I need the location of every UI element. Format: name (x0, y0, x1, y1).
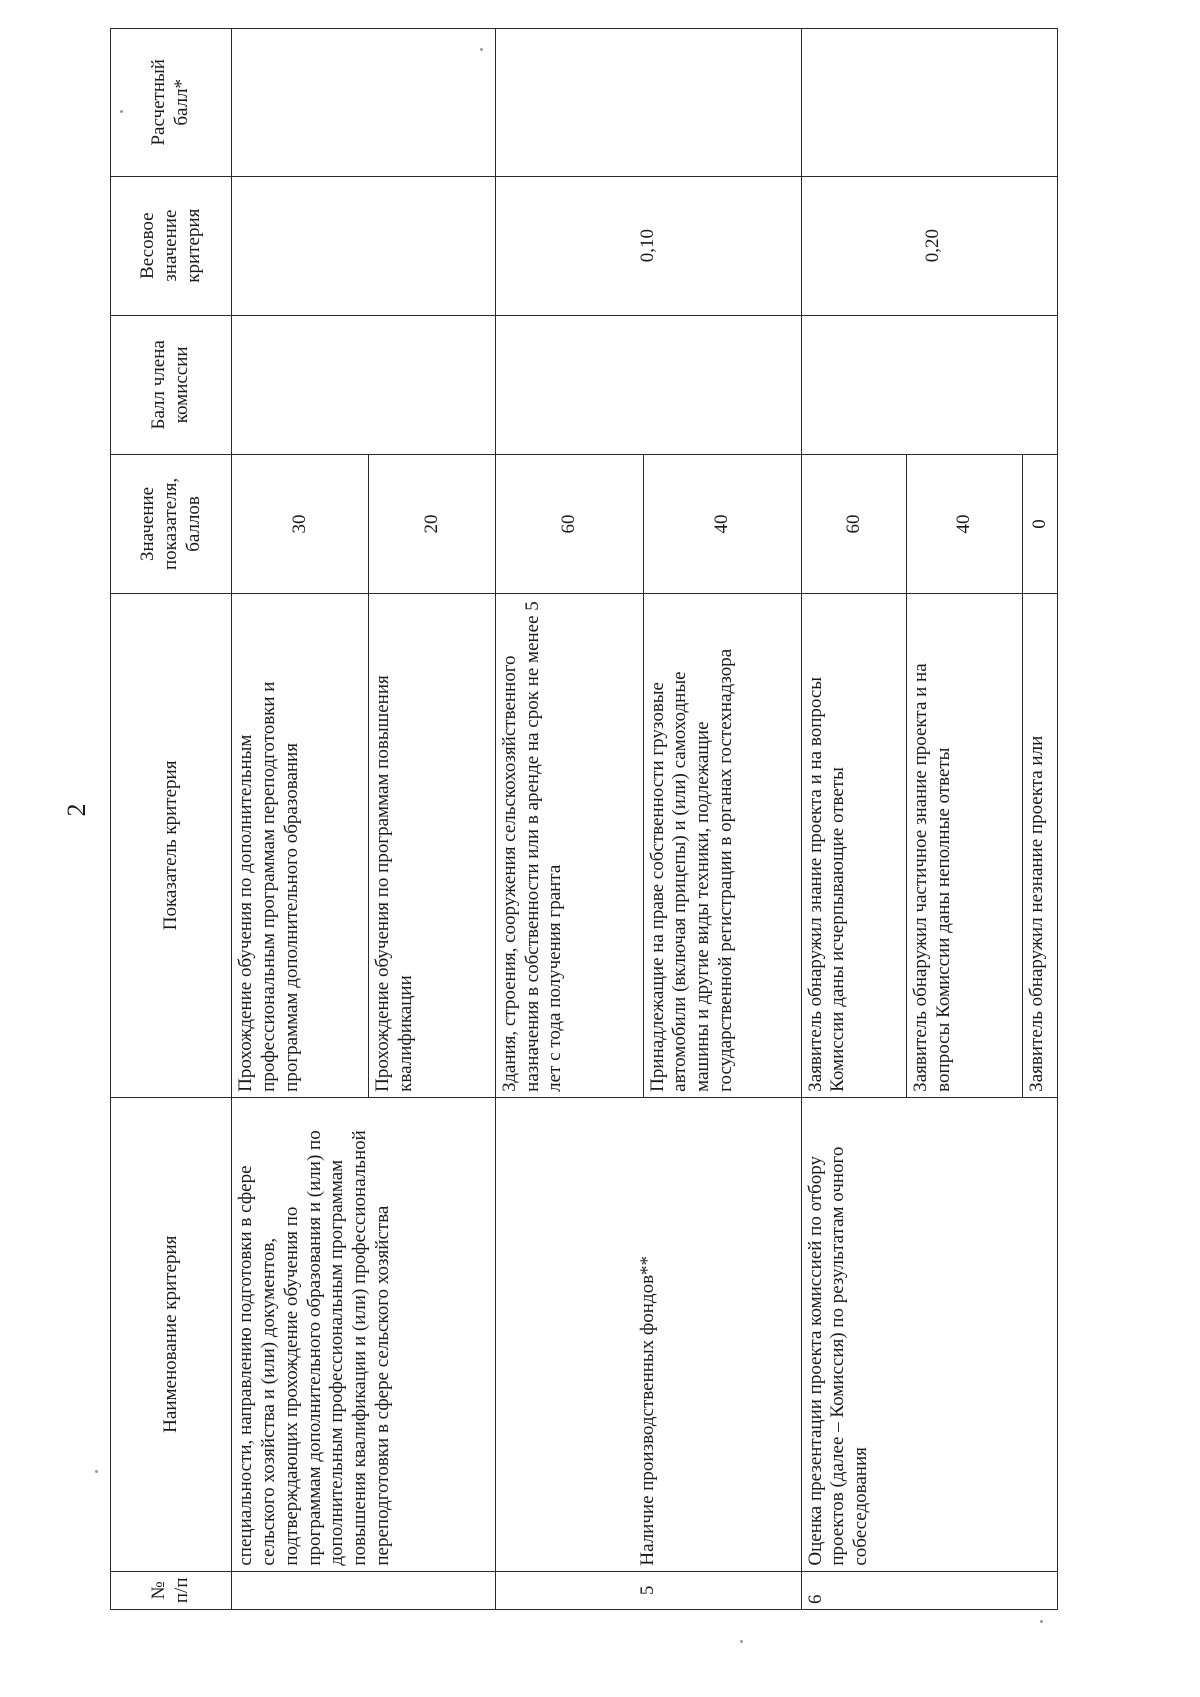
row6-calc-score-cell (801, 29, 1057, 177)
header-indicator: Показатель критерия (111, 594, 232, 1098)
row6-indicator-2: Заявитель обнаружил частичное знание проекта и на вопросы Комиссии даны неполные ответы (907, 594, 1023, 1098)
table-row (495, 29, 643, 1610)
row5-member-score-cell (495, 315, 801, 454)
row4-value-1: 30 (232, 454, 369, 593)
row5-indicator-2: Принадлежащие на праве собственности грузовые автомобили (включая прицепы) и (или) самоходные машины и другие виды техники, подлежащие государственной регистрации в органах гостехнадзора (643, 594, 801, 1098)
table-row (801, 29, 906, 1610)
row5-num: 5 (495, 1571, 801, 1609)
row6-value-1: 60 (801, 454, 906, 593)
row6-value-2: 40 (907, 454, 1023, 593)
row4-calc-score-cell (232, 29, 496, 177)
scan-speck (480, 48, 483, 51)
row5-value-2: 40 (643, 454, 801, 593)
row6-weight: 0,20 (801, 176, 1057, 315)
row4-value-2: 20 (369, 454, 496, 593)
criteria-table (110, 28, 1058, 1610)
row6-num: 6 (801, 1571, 1057, 1609)
row4-name: специальности, направлению подготовки в сфере сельского хозяйства и (или) документов, подтверждающих прохождение обучения по программам дополнительного образования и (или) по дополнительным профессиональным программам повышения квалификации и (или) профессиональной переподготовки в сфере сельского хозяйства (232, 1097, 496, 1571)
row4-member-score-cell (232, 315, 496, 454)
row5-weight: 0,10 (495, 176, 801, 315)
row4-num-cell (232, 1571, 496, 1609)
header-num: № п/п (111, 1571, 232, 1609)
header-member-score: Балл члена комиссии (111, 315, 232, 454)
scan-speck (95, 1470, 98, 1473)
row6-indicator-3: Заявитель обнаружил незнание проекта или (1023, 594, 1058, 1098)
table-header-row (111, 29, 232, 1610)
row4-indicator-1: Прохождение обучения по дополнительным профессиональным программам переподготовки и программам дополнительного образования (232, 594, 369, 1098)
scan-speck (120, 110, 123, 113)
row5-calc-score-cell (495, 29, 801, 177)
rotated-table-wrapper (110, 28, 1058, 1610)
scan-speck (740, 1640, 743, 1643)
row5-indicator-1: Здания, строения, сооружения сельскохозяйственного назначения в собственности или в аренде на срок не менее 5 лет с тода получения гранта (495, 594, 643, 1098)
header-calc-score: Расчетный балл* (111, 29, 232, 177)
header-name: Наименование критерия (111, 1097, 232, 1571)
scan-speck (1040, 1620, 1043, 1623)
row6-name: Оценка презентации проекта комиссией по отбору проектов (далее – Комиссия) по результатам очного собеседования (801, 1097, 1057, 1571)
header-value: Значение показателя, баллов (111, 454, 232, 593)
row5-value-1: 60 (495, 454, 643, 593)
row4-weight-cell (232, 176, 496, 315)
row4-indicator-2: Прохождение обучения по программам повышения квалификации (369, 594, 496, 1098)
row6-indicator-1: Заявитель обнаружил знание проекта и на вопросы Комиссии даны исчерпывающие ответы (801, 594, 906, 1098)
row6-value-3: 0 (1023, 454, 1058, 593)
page-number: 2 (62, 803, 91, 817)
header-weight: Весовое значение критерия (111, 176, 232, 315)
row5-name: Наличие производственных фондов** (495, 1097, 801, 1571)
table-row (232, 29, 369, 1610)
row6-member-score-cell (801, 315, 1057, 454)
